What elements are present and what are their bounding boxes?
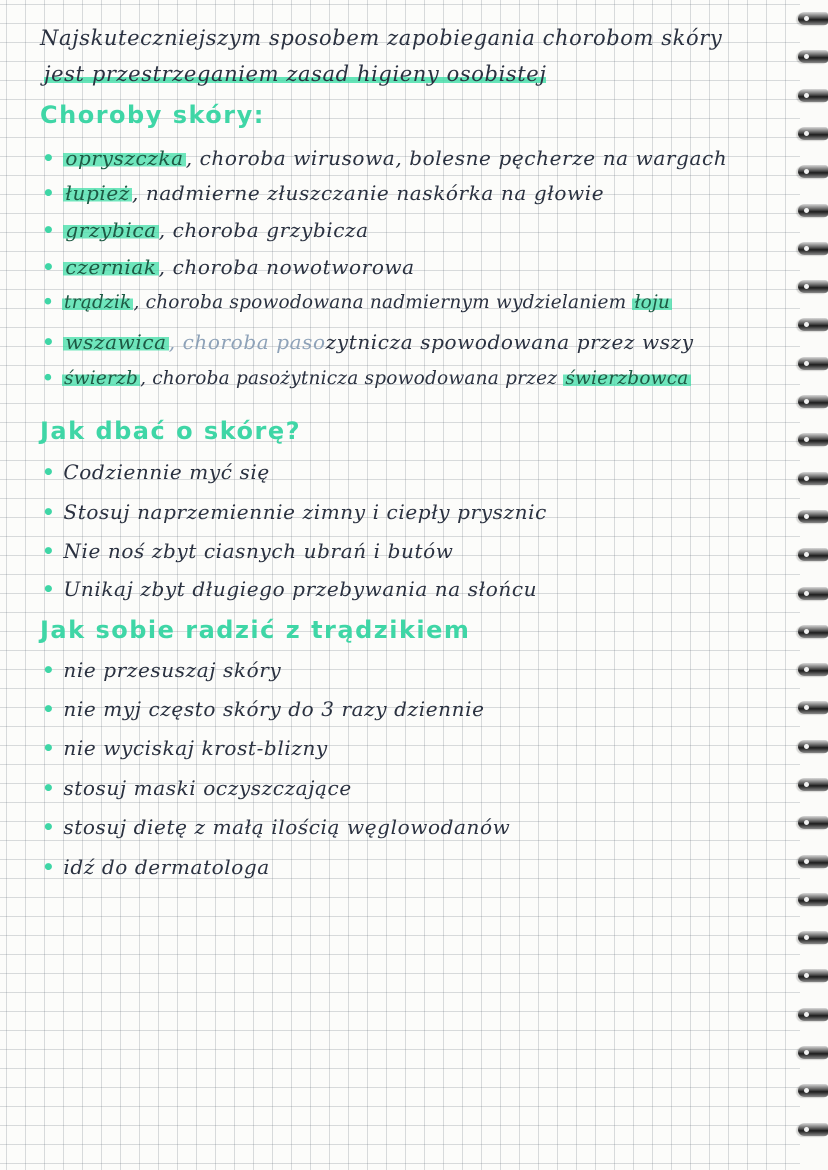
- spiral-ring: [798, 855, 828, 868]
- bullet-dot: •: [42, 815, 56, 839]
- bullet-dot: •: [42, 146, 56, 170]
- bullet-dot: •: [42, 776, 56, 800]
- spiral-ring: [798, 318, 828, 331]
- spiral-ring: [798, 165, 828, 178]
- spiral-ring: [798, 89, 828, 102]
- bullet-dot: •: [42, 460, 56, 484]
- spiral-ring: [798, 587, 828, 600]
- spiral-ring: [798, 701, 828, 714]
- disease-term: świerzb: [64, 368, 139, 389]
- disease-term: czerniak: [65, 255, 157, 279]
- spiral-ring: [798, 548, 828, 561]
- heading-jak-sobie-radzic-z-tradzikiem: Jak sobie radzić z trądzikiem: [40, 616, 471, 644]
- disease-item: [42, 218, 369, 242]
- acne-list-item: [42, 658, 281, 682]
- bullet-dot: •: [42, 736, 56, 760]
- care-list-item: [42, 460, 270, 484]
- bullet-dot: •: [42, 218, 56, 242]
- bullet-dot: •: [42, 500, 56, 524]
- bullet-dot: •: [42, 330, 56, 354]
- bullet-dot: •: [42, 292, 55, 313]
- spiral-ring: [798, 625, 828, 638]
- disease-term-end: łoju: [634, 292, 671, 313]
- acne-list-item-text: stosuj maski oczyszczające: [63, 776, 352, 800]
- spiral-ring: [798, 893, 828, 906]
- care-list-item-text: Unikaj zbyt długiego przebywania na słońcu: [63, 577, 538, 601]
- spiral-ring: [798, 1008, 828, 1021]
- care-list-item: [42, 500, 547, 524]
- spiral-ring: [798, 740, 828, 753]
- spiral-ring: [798, 50, 828, 63]
- bullet-dot: •: [42, 181, 56, 205]
- spiral-ring: [798, 510, 828, 523]
- spiral-ring: [798, 204, 828, 217]
- spiral-ring: [798, 357, 828, 370]
- bullet-dot: •: [42, 368, 55, 389]
- spiral-ring: [798, 969, 828, 982]
- acne-list-item: [42, 776, 352, 800]
- bullet-dot: •: [42, 539, 56, 563]
- disease-item: [42, 330, 694, 354]
- spiral-ring: [798, 1046, 828, 1059]
- disease-description: zytnicza spowodowana przez wszy: [325, 330, 694, 354]
- acne-list-item-text: nie myj często skóry do 3 razy dziennie: [63, 697, 485, 721]
- acne-list-item-text: stosuj dietę z małą ilością węglowodanów: [63, 815, 511, 839]
- bullet-dot: •: [42, 658, 56, 682]
- care-list-item: [42, 577, 537, 601]
- spiral-ring: [798, 433, 828, 446]
- intro-line-2: [44, 62, 546, 86]
- acne-list-item: [42, 736, 328, 760]
- disease-item: [42, 368, 691, 389]
- disease-description: , nadmierne złuszczanie naskórka na głowie: [131, 181, 605, 205]
- spiral-ring: [798, 242, 828, 255]
- care-list-item-text: Nie noś zbyt ciasnych ubrań i butów: [63, 539, 454, 563]
- disease-description: , choroba spowodowana nadmiernym wydzielaniem: [133, 292, 627, 313]
- care-list-item-text: Codziennie myć się: [63, 460, 270, 484]
- disease-description: , choroba pasożytnicza spowodowana przez: [140, 368, 558, 389]
- acne-list-item-text: nie przesuszaj skóry: [63, 658, 282, 682]
- care-list-item: [42, 539, 454, 563]
- disease-item: [42, 292, 672, 313]
- intro-line-1: Najskuteczniejszym sposobem zapobiegania chorobom skóry: [40, 26, 723, 50]
- bullet-dot: •: [42, 855, 56, 879]
- disease-item: [42, 146, 727, 170]
- disease-item: [42, 181, 604, 205]
- spiral-ring: [798, 472, 828, 485]
- acne-list-item: [42, 697, 485, 721]
- disease-description: , choroba nowotworowa: [158, 255, 415, 279]
- heading-choroby-skory: Choroby skóry:: [40, 101, 265, 129]
- spiral-ring: [798, 12, 828, 25]
- disease-description: , choroba wirusowa, bolesne pęcherze na wargach: [185, 146, 728, 170]
- heading-jak-dbac-o-skore: Jak dbać o skórę?: [40, 417, 302, 445]
- spiral-ring: [798, 395, 828, 408]
- acne-list-item: [42, 815, 510, 839]
- bullet-dot: •: [42, 577, 56, 601]
- spiral-ring: [798, 1084, 828, 1097]
- spiral-ring: [798, 816, 828, 829]
- bullet-dot: •: [42, 255, 56, 279]
- disease-description-faded: , choroba paso: [168, 330, 326, 354]
- spiral-ring: [798, 1123, 828, 1136]
- disease-term: trądzik: [64, 292, 132, 313]
- spiral-ring: [798, 931, 828, 944]
- care-list-item-text: Stosuj naprzemiennie zimny i ciepły prysznic: [63, 500, 547, 524]
- disease-term: opryszczka: [65, 146, 184, 170]
- bullet-dot: •: [42, 697, 56, 721]
- acne-list-item-text: nie wyciskaj krost-blizny: [63, 736, 328, 760]
- notebook-spiral-binding: [794, 0, 828, 1170]
- intro-line-2-text: jest przestrzeganiem zasad higieny osobistej: [44, 62, 547, 86]
- disease-term: grzybica: [65, 218, 157, 242]
- disease-description: , choroba grzybicza: [158, 218, 369, 242]
- disease-term-end: świerzbowca: [565, 368, 689, 389]
- disease-term: łupież: [65, 181, 130, 205]
- spiral-ring: [798, 663, 828, 676]
- disease-item: [42, 255, 415, 279]
- spiral-ring: [798, 778, 828, 791]
- acne-list-item-text: idź do dermatologa: [63, 855, 270, 879]
- spiral-ring: [798, 280, 828, 293]
- disease-term: wszawica: [65, 330, 167, 354]
- spiral-ring: [798, 127, 828, 140]
- acne-list-item: [42, 855, 270, 879]
